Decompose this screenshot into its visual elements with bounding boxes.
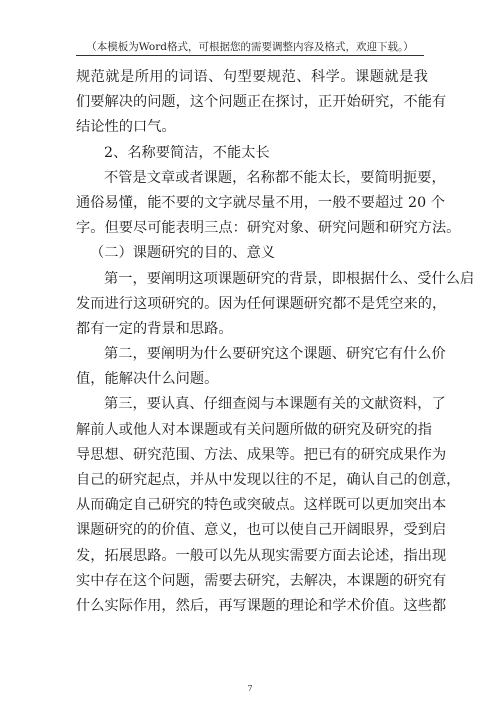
text-line: 都有一定的背景和思路。 bbox=[76, 320, 233, 337]
text-line: 发而进行这项研究的。因为任何课题研究都不是凭空来的， bbox=[76, 295, 447, 312]
text-line: 规范就是所用的词语、句型要规范、科学。课题就是我 bbox=[76, 69, 428, 85]
text-line: 解前人或他人对本课题或有关问题所做的研究及研究的指 bbox=[76, 421, 432, 438]
text-line: 什么实际作用，然后，再写课题的理论和学术价值。这些都 bbox=[76, 597, 447, 614]
text-line: 字。但要尽可能表明三点：研究对象、研究问题和研究方法。 bbox=[76, 220, 461, 237]
text-line: 第三，要认真、仔细查阅与本课题有关的文献资料，了 bbox=[104, 396, 446, 413]
text-line: 实中存在这个问题，需要去研究，去解决，本课题的研究有 bbox=[76, 572, 447, 589]
section-heading: 2、名称要简洁，不能太长 bbox=[104, 144, 270, 161]
body-text bbox=[76, 65, 475, 619]
text-line: 导思想、研究范围、方法、成果等。把已有的研究成果作为 bbox=[76, 446, 447, 463]
text-line: 不管是文章或者课题，名称都不能太长，要简明扼要， bbox=[104, 169, 446, 186]
text-line: 发，拓展思路。一般可以先从现实需要方面去论述，指出现 bbox=[76, 547, 447, 564]
text-line: 值，能解决什么问题。 bbox=[76, 371, 219, 388]
header-note: （本模板为Word格式，可根据您的需要调整内容及格式，欢迎下载。） bbox=[86, 41, 414, 53]
header-divider bbox=[76, 55, 424, 56]
text-line: 课题研究的的价值、意义，也可以使自己开阔眼界，受到启 bbox=[76, 522, 447, 539]
section-heading: （二）课题研究的目的、意义 bbox=[90, 245, 276, 262]
text-line: 结论性的口气。 bbox=[76, 119, 176, 136]
text-line: 第一，要阐明这项课题研究的背景，即根据什么、受什么启 bbox=[104, 270, 475, 287]
text-line: 通俗易懂，能不要的文字就尽量不用，一般不要超过 20 个 bbox=[76, 194, 445, 211]
text-line: 自己的研究起点，并从中发现以往的不足，确认自己的创意， bbox=[76, 472, 461, 488]
text-line: 们要解决的问题，这个问题正在探讨，正开始研究，不能有 bbox=[76, 94, 447, 111]
page-number: 7 bbox=[247, 684, 253, 693]
text-line: 第二，要阐明为什么要研究这个课题、研究它有什么价 bbox=[104, 346, 446, 363]
text-line: 从而确定自己研究的特色或突破点。这样既可以更加突出本 bbox=[76, 497, 447, 514]
